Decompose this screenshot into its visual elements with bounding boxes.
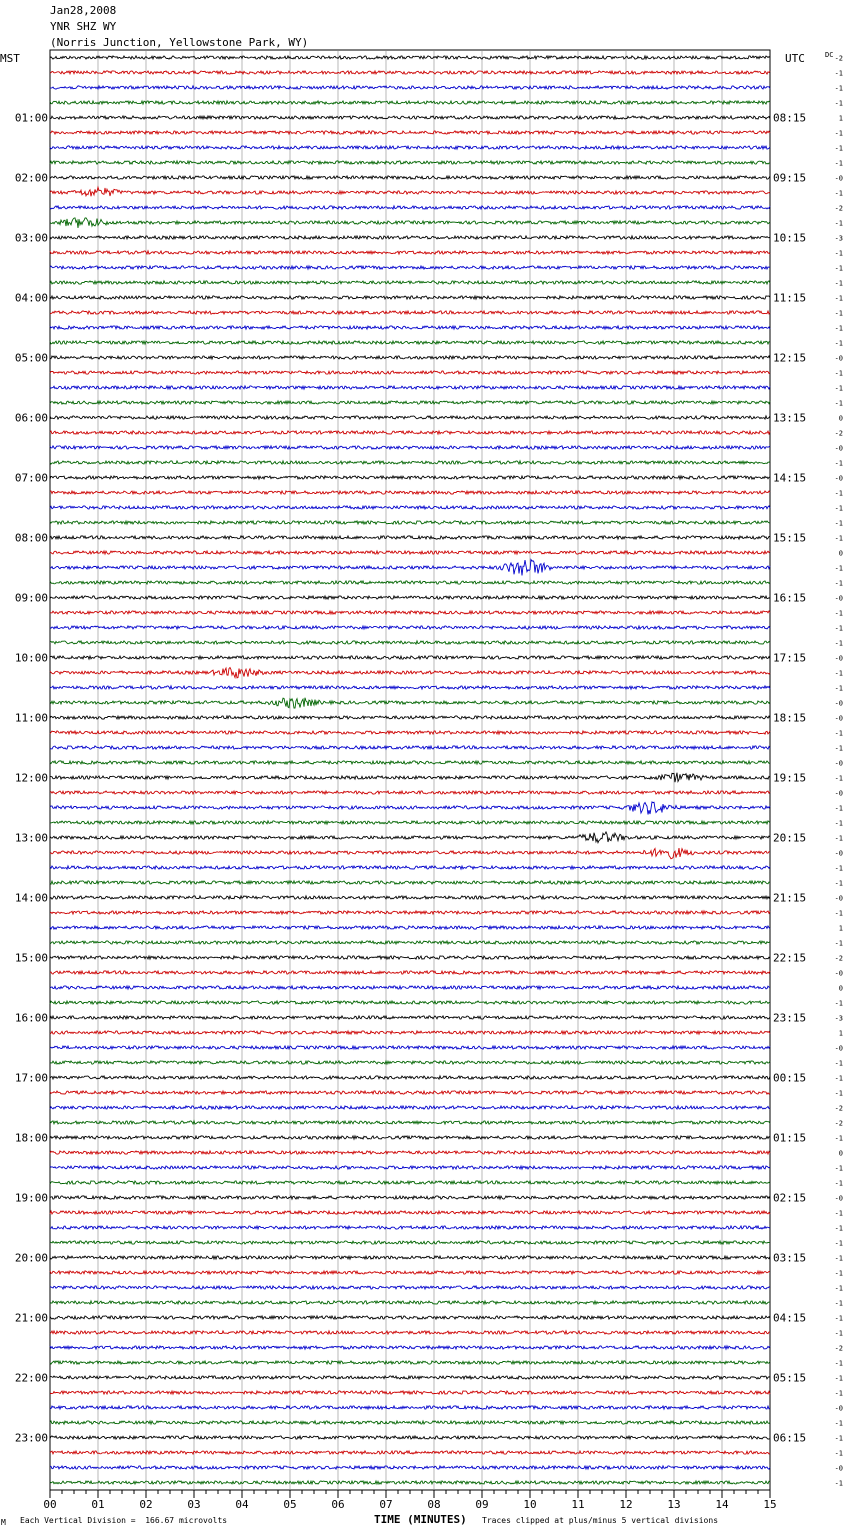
dc-offset-label: -0 [834, 354, 843, 363]
dc-offset-label: -1 [834, 1374, 843, 1383]
right-time-label: 23:15 [773, 1011, 807, 1025]
dc-offset-label: -2 [834, 54, 843, 63]
right-time-label: 12:15 [773, 351, 807, 365]
seismic-trace [50, 802, 770, 815]
dc-offset-label: -1 [834, 399, 843, 408]
seismic-trace [50, 560, 770, 576]
seismic-trace [50, 1451, 770, 1454]
left-time-label: 01:00 [14, 111, 48, 125]
dc-offset-label: -1 [834, 774, 843, 783]
left-time-label: 03:00 [14, 231, 48, 245]
dc-offset-label: -1 [834, 879, 843, 888]
left-time-label: 12:00 [14, 771, 48, 785]
dc-offset-label: -1 [834, 324, 843, 333]
seismic-trace [50, 266, 770, 269]
x-tick-label: 06 [331, 1498, 345, 1511]
dc-offset-label: -1 [834, 1059, 843, 1068]
dc-offset-label: -1 [834, 639, 843, 648]
dc-offset-label: -1 [834, 669, 843, 678]
left-time-label: 11:00 [14, 711, 48, 725]
left-timezone-label: MST [0, 52, 20, 65]
dc-offset-label: -1 [834, 519, 843, 528]
dc-offset-label: -0 [834, 444, 843, 453]
seismic-trace [50, 401, 770, 404]
seismic-trace [50, 446, 770, 449]
x-tick-label: 15 [763, 1498, 777, 1511]
dc-offset-label: -2 [834, 204, 843, 213]
x-tick-label: 11 [571, 1498, 585, 1511]
seismic-trace [50, 1301, 770, 1304]
seismic-trace [50, 521, 770, 524]
dc-offset-label: -1 [834, 1074, 843, 1083]
left-time-label: 10:00 [14, 651, 48, 665]
x-tick-label: 12 [619, 1498, 633, 1511]
left-time-label: 19:00 [14, 1191, 48, 1205]
seismic-trace [50, 296, 770, 299]
seismic-trace [50, 1466, 770, 1469]
dc-offset-label: -1 [834, 819, 843, 828]
seismic-trace [50, 746, 770, 749]
corner-mark: M [1, 1518, 6, 1527]
dc-offset-label: -0 [834, 849, 843, 858]
x-tick-label: 14 [715, 1498, 729, 1511]
seismic-trace [50, 86, 770, 89]
seismic-trace [50, 356, 770, 359]
right-time-label: 18:15 [773, 711, 807, 725]
right-time-label: 16:15 [773, 591, 807, 605]
right-time-label: 05:15 [773, 1371, 807, 1385]
seismic-trace [50, 101, 770, 104]
dc-offset-label: -0 [834, 1044, 843, 1053]
left-time-label: 20:00 [14, 1251, 48, 1265]
right-time-label: 01:15 [773, 1131, 807, 1145]
dc-offset-label: -1 [834, 624, 843, 633]
seismic-trace [50, 206, 770, 209]
seismic-trace [50, 461, 770, 464]
dc-offset-label: -1 [834, 1419, 843, 1428]
seismic-trace [50, 881, 770, 884]
dc-offset-label: -1 [834, 684, 843, 693]
dc-offset-label: -1 [834, 69, 843, 78]
date-label: Jan28,2008 [50, 4, 117, 17]
left-time-label: 18:00 [14, 1131, 48, 1145]
dc-offset-label: -1 [834, 309, 843, 318]
dc-offset-label: -1 [834, 189, 843, 198]
x-tick-label: 07 [379, 1498, 393, 1511]
left-time-label: 06:00 [14, 411, 48, 425]
left-time-label: 08:00 [14, 531, 48, 545]
dc-offset-label: -1 [834, 144, 843, 153]
x-tick-label: 08 [427, 1498, 441, 1511]
dc-offset-label: -1 [834, 999, 843, 1008]
seismic-trace [50, 506, 770, 509]
seismic-trace [50, 1226, 770, 1229]
dc-offset-label: -0 [834, 1464, 843, 1473]
seismic-trace [50, 176, 770, 179]
dc-offset-label: -1 [834, 834, 843, 843]
plot-frame [50, 50, 770, 1490]
seismic-trace [50, 1271, 770, 1274]
seismic-trace [50, 1421, 770, 1424]
seismic-trace [50, 1391, 770, 1394]
seismic-trace [50, 536, 770, 539]
seismic-trace [50, 218, 770, 228]
dc-offset-label: -1 [834, 264, 843, 273]
seismic-trace [50, 311, 770, 314]
dc-offset-label: -1 [834, 384, 843, 393]
dc-offset-label: -1 [834, 249, 843, 258]
dc-offset-label: -0 [834, 174, 843, 183]
dc-offset-label: -1 [834, 1284, 843, 1293]
dc-offset-label: -3 [834, 234, 843, 243]
seismic-trace [50, 686, 770, 689]
location-label: (Norris Junction, Yellowstone Park, WY) [50, 36, 309, 49]
dc-offset-label: -1 [834, 939, 843, 948]
dc-offset-label: -1 [834, 459, 843, 468]
dc-offset-label: -2 [834, 1104, 843, 1113]
dc-offset-label: -1 [834, 1449, 843, 1458]
dc-offset-label: 1 [838, 1029, 843, 1038]
seismic-trace [50, 698, 770, 708]
seismic-trace [50, 1076, 770, 1079]
seismic-trace [50, 848, 770, 859]
dc-offset-label: -1 [834, 1239, 843, 1248]
dc-offset-label: -0 [834, 969, 843, 978]
dc-offset-label: -1 [834, 1479, 843, 1488]
seismic-trace [50, 1376, 770, 1379]
dc-offset-label: -1 [834, 99, 843, 108]
seismic-trace [50, 656, 770, 659]
dc-offset-label: 0 [838, 414, 843, 423]
right-time-label: 09:15 [773, 171, 807, 185]
dc-offset-label: -0 [834, 789, 843, 798]
seismic-trace [50, 146, 770, 149]
seismic-trace [50, 161, 770, 164]
right-time-label: 14:15 [773, 471, 807, 485]
dc-offset-label: 0 [838, 549, 843, 558]
seismic-trace [50, 971, 770, 974]
seismic-trace [50, 1286, 770, 1289]
dc-offset-label: -1 [834, 864, 843, 873]
right-time-label: 00:15 [773, 1071, 807, 1085]
seismic-trace [50, 641, 770, 644]
seismic-trace [50, 941, 770, 944]
dc-offset-label: -3 [834, 1014, 843, 1023]
dc-offset-label: -0 [834, 474, 843, 483]
seismic-trace [50, 1016, 770, 1019]
x-tick-label: 03 [187, 1498, 201, 1511]
seismic-trace [50, 1121, 770, 1124]
dc-offset-label: -1 [834, 804, 843, 813]
right-time-label: 03:15 [773, 1251, 807, 1265]
x-tick-label: 13 [667, 1498, 681, 1511]
seismic-trace [50, 1361, 770, 1364]
seismic-trace [50, 1166, 770, 1169]
dc-offset-label: -1 [834, 489, 843, 498]
seismic-trace [50, 773, 770, 783]
dc-offset-label: -1 [834, 1389, 843, 1398]
seismic-trace [50, 896, 770, 899]
dc-offset-label: -1 [834, 1164, 843, 1173]
right-time-label: 17:15 [773, 651, 807, 665]
right-time-label: 02:15 [773, 1191, 807, 1205]
x-tick-label: 00 [43, 1498, 57, 1511]
seismic-trace [50, 986, 770, 989]
dc-offset-label: 1 [838, 114, 843, 123]
dc-offset-label: -0 [834, 594, 843, 603]
seismic-trace [50, 281, 770, 284]
dc-offset-label: -1 [834, 339, 843, 348]
dc-offset-label: -1 [834, 1434, 843, 1443]
left-time-label: 23:00 [14, 1431, 48, 1445]
x-tick-label: 01 [91, 1498, 105, 1511]
seismic-trace [50, 236, 770, 239]
dc-offset-label: -1 [834, 159, 843, 168]
scale-note: Each Vertical Division = 166.67 microvolts [20, 1516, 228, 1525]
seismic-trace [50, 791, 770, 794]
seismic-trace [50, 1346, 770, 1349]
dc-header-label: DC [825, 51, 834, 59]
seismic-trace [50, 341, 770, 344]
dc-offset-label: -0 [834, 759, 843, 768]
dc-offset-label: -2 [834, 429, 843, 438]
seismic-trace [50, 731, 770, 734]
left-time-label: 13:00 [14, 831, 48, 845]
x-tick-label: 09 [475, 1498, 489, 1511]
seismic-trace [50, 1316, 770, 1319]
seismic-trace [50, 1091, 770, 1094]
left-time-label: 09:00 [14, 591, 48, 605]
dc-offset-label: -1 [834, 1224, 843, 1233]
dc-offset-label: -1 [834, 1134, 843, 1143]
x-tick-label: 10 [523, 1498, 537, 1511]
seismic-trace [50, 131, 770, 134]
seismic-trace [50, 1001, 770, 1004]
x-axis-title: TIME (MINUTES) [374, 1513, 467, 1526]
seismic-trace [50, 716, 770, 719]
seismic-trace [50, 1061, 770, 1064]
left-time-label: 05:00 [14, 351, 48, 365]
dc-offset-label: -0 [834, 894, 843, 903]
seismic-trace [50, 611, 770, 614]
dc-offset-label: 0 [838, 1149, 843, 1158]
seismic-trace [50, 476, 770, 479]
seismic-trace [50, 1241, 770, 1244]
left-time-label: 17:00 [14, 1071, 48, 1085]
seismic-trace [50, 1196, 770, 1199]
dc-offset-label: -2 [834, 954, 843, 963]
right-time-label: 06:15 [773, 1431, 807, 1445]
dc-offset-label: -1 [834, 729, 843, 738]
seismic-trace [50, 251, 770, 254]
dc-offset-label: -1 [834, 129, 843, 138]
left-time-label: 14:00 [14, 891, 48, 905]
right-timezone-label: UTC [785, 52, 805, 65]
right-time-label: 10:15 [773, 231, 807, 245]
left-time-label: 07:00 [14, 471, 48, 485]
seismic-trace [50, 1106, 770, 1109]
seismic-trace [50, 1331, 770, 1334]
station-label: YNR SHZ WY [50, 20, 117, 33]
right-time-label: 20:15 [773, 831, 807, 845]
seismic-trace [50, 1181, 770, 1184]
dc-offset-label: 0 [838, 984, 843, 993]
seismic-trace [50, 416, 770, 419]
right-time-label: 22:15 [773, 951, 807, 965]
seismic-trace [50, 761, 770, 764]
seismic-trace [50, 911, 770, 914]
seismic-trace [50, 1211, 770, 1214]
dc-offset-label: -1 [834, 744, 843, 753]
seismic-trace [50, 581, 770, 584]
seismic-trace [50, 116, 770, 119]
right-time-label: 04:15 [773, 1311, 807, 1325]
dc-offset-label: -0 [834, 699, 843, 708]
dc-offset-label: -1 [834, 1089, 843, 1098]
dc-offset-label: -1 [834, 1314, 843, 1323]
right-time-label: 19:15 [773, 771, 807, 785]
right-time-label: 13:15 [773, 411, 807, 425]
dc-offset-label: -1 [834, 579, 843, 588]
seismic-trace [50, 71, 770, 74]
seismic-trace [50, 626, 770, 629]
dc-offset-label: -1 [834, 1269, 843, 1278]
dc-offset-label: -1 [834, 609, 843, 618]
dc-offset-label: -1 [834, 534, 843, 543]
dc-offset-label: -0 [834, 654, 843, 663]
seismic-trace [50, 371, 770, 374]
dc-offset-label: -1 [834, 1179, 843, 1188]
dc-offset-label: -1 [834, 369, 843, 378]
dc-offset-label: -1 [834, 909, 843, 918]
dc-offset-label: -1 [834, 1209, 843, 1218]
dc-offset-label: -2 [834, 1119, 843, 1128]
seismic-trace [50, 1151, 770, 1154]
left-time-label: 16:00 [14, 1011, 48, 1025]
seismic-trace [50, 1406, 770, 1409]
dc-offset-label: -1 [834, 564, 843, 573]
dc-offset-label: -1 [834, 219, 843, 228]
seismic-trace [50, 1481, 770, 1484]
dc-offset-label: -1 [834, 279, 843, 288]
seismic-trace [50, 821, 770, 824]
seismic-trace [50, 866, 770, 869]
seismic-trace [50, 491, 770, 494]
x-tick-label: 02 [139, 1498, 153, 1511]
dc-offset-label: -1 [834, 294, 843, 303]
seismic-trace [50, 926, 770, 929]
right-time-label: 08:15 [773, 111, 807, 125]
right-time-label: 21:15 [773, 891, 807, 905]
left-time-label: 22:00 [14, 1371, 48, 1385]
dc-offset-label: -0 [834, 1404, 843, 1413]
dc-offset-label: -1 [834, 84, 843, 93]
dc-offset-label: -0 [834, 714, 843, 723]
right-time-label: 15:15 [773, 531, 807, 545]
x-tick-label: 04 [235, 1498, 249, 1511]
seismic-trace [50, 1256, 770, 1259]
clip-note: Traces clipped at plus/minus 5 vertical divisions [482, 1516, 719, 1525]
dc-offset-label: -1 [834, 1329, 843, 1338]
seismic-trace [50, 1046, 770, 1049]
dc-offset-label: 1 [838, 924, 843, 933]
dc-offset-label: -1 [834, 1359, 843, 1368]
dc-offset-label: -0 [834, 1194, 843, 1203]
seismic-trace [50, 56, 770, 59]
seismic-trace [50, 1031, 770, 1034]
right-time-label: 11:15 [773, 291, 807, 305]
dc-offset-label: -2 [834, 1344, 843, 1353]
seismic-trace [50, 668, 770, 678]
seismic-trace [50, 956, 770, 959]
dc-offset-label: -1 [834, 1299, 843, 1308]
dc-offset-label: -1 [834, 504, 843, 513]
seismic-trace [50, 326, 770, 329]
left-time-label: 04:00 [14, 291, 48, 305]
left-time-label: 02:00 [14, 171, 48, 185]
dc-offset-label: -1 [834, 1254, 843, 1263]
left-time-label: 15:00 [14, 951, 48, 965]
seismic-trace [50, 431, 770, 434]
seismic-trace [50, 551, 770, 554]
seismic-trace [50, 1136, 770, 1139]
left-time-label: 21:00 [14, 1311, 48, 1325]
seismic-trace [50, 386, 770, 389]
seismic-trace [50, 832, 770, 843]
seismic-trace [50, 1436, 770, 1439]
seismic-trace [50, 596, 770, 599]
seismic-trace [50, 187, 770, 196]
x-tick-label: 05 [283, 1498, 297, 1511]
